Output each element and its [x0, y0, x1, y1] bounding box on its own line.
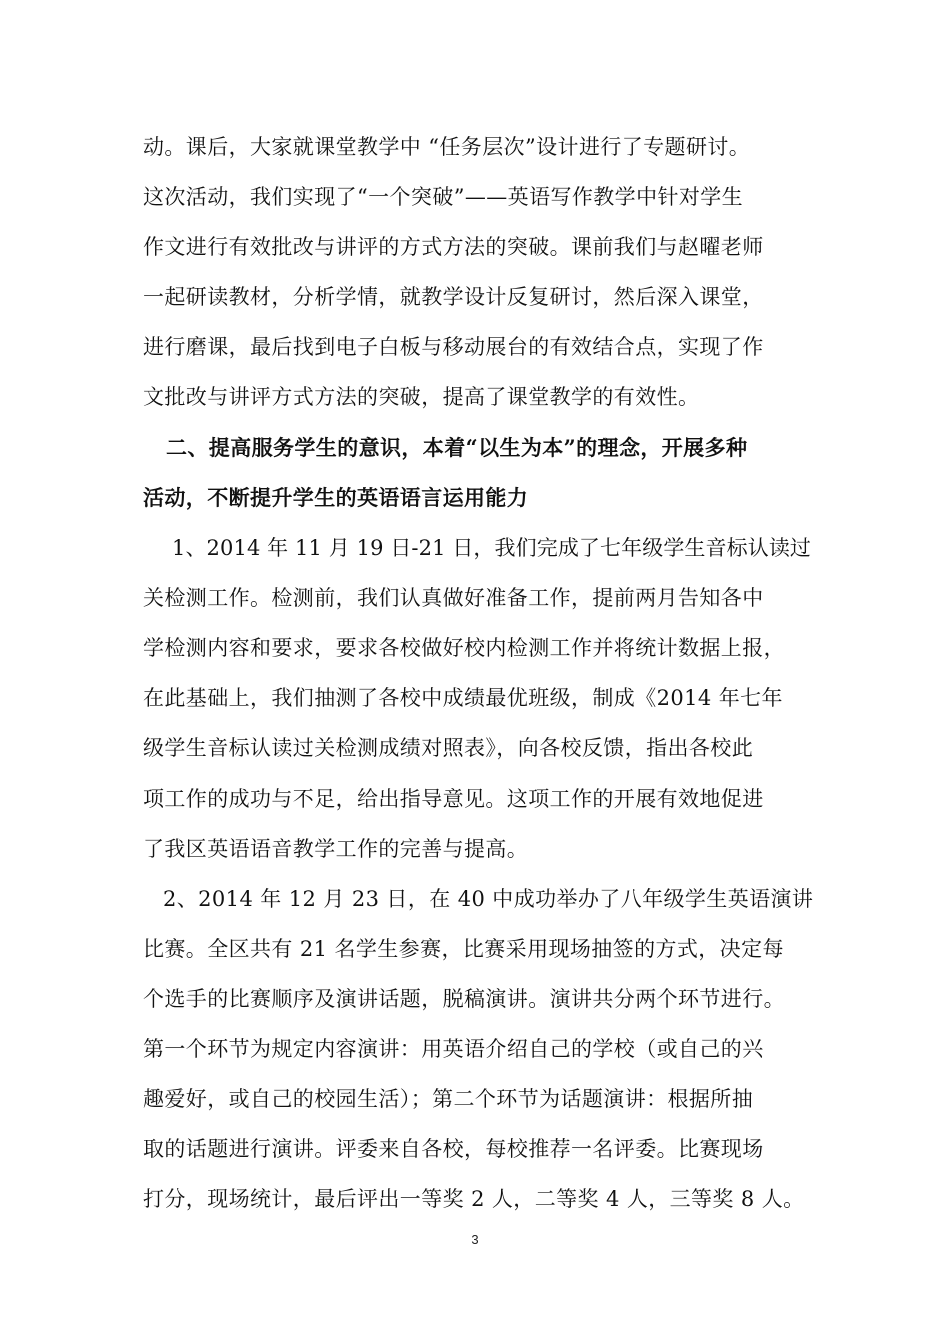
text-line: 趣爱好，或自己的校园生活）；第二个环节为话题演讲：根据所抽	[143, 1087, 754, 1111]
text-line: 比赛。全区共有 21 名学生参赛，比赛采用现场抽签的方式，决定每	[143, 937, 784, 961]
page-number: 3	[471, 1232, 479, 1247]
text-line: 学检测内容和要求，要求各校做好校内检测工作并将统计数据上报，	[143, 636, 785, 660]
text-line: 一起研读教材，分析学情，就教学设计反复研讨，然后深入课堂，	[143, 285, 764, 309]
text-line: 项工作的成功与不足，给出指导意见。这项工作的开展有效地促进	[143, 787, 764, 811]
text-line: 文批改与讲评方式方法的突破，提高了课堂教学的有效性。	[143, 385, 700, 409]
section-heading-line: 二、提高服务学生的意识，本着“以生为本”的理念，开展多种	[166, 435, 748, 460]
text-line: 动。课后，大家就课堂教学中 “任务层次”设计进行了专题研讨。	[143, 135, 751, 159]
text-line: 取的话题进行演讲。评委来自各校，每校推荐一名评委。比赛现场	[143, 1137, 764, 1161]
text-line: 关检测工作。检测前，我们认真做好准备工作，提前两月告知各中	[143, 586, 764, 610]
text-line: 级学生音标认读过关检测成绩对照表》，向各校反馈，指出各校此	[143, 736, 754, 760]
text-line: 了我区英语语音教学工作的完善与提高。	[143, 837, 529, 861]
section-heading-line: 活动，不断提升学生的英语语言运用能力	[143, 485, 529, 510]
text-line: 打分，现场统计，最后评出一等奖 2 人，二等奖 4 人，三等奖 8 人。	[143, 1187, 805, 1211]
text-line: 2、2014 年 12 月 23 日，在 40 中成功举办了八年级学生英语演讲	[163, 887, 814, 911]
text-line: 进行磨课，最后找到电子白板与移动展台的有效结合点，实现了作	[143, 335, 764, 359]
text-line: 第一个环节为规定内容演讲：用英语介绍自己的学校（或自己的兴	[143, 1037, 764, 1061]
text-line: 1、2014 年 11 月 19 日-21 日，我们完成了七年级学生音标认读过	[172, 536, 812, 560]
text-line: 作文进行有效批改与讲评的方式方法的突破。课前我们与赵曜老师	[143, 235, 764, 259]
text-line: 这次活动，我们实现了“一个突破”——英语写作教学中针对学生	[143, 185, 744, 209]
text-line: 在此基础上，我们抽测了各校中成绩最优班级，制成《2014 年七年	[143, 686, 783, 710]
text-line: 个选手的比赛顺序及演讲话题，脱稿演讲。演讲共分两个环节进行。	[143, 987, 785, 1011]
